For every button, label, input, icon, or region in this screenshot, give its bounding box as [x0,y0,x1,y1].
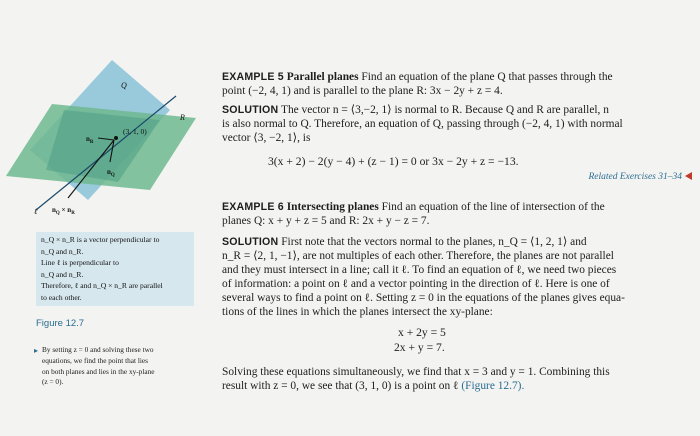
figure-reference-link[interactable]: (Figure 12.7). [461,380,525,392]
example6-solution-line6: tions of the lines in which the planes intersect the xy-plane: [222,306,493,318]
triangle-marker-icon [685,172,692,180]
example5-line2: point (−2, 4, 1) and is parallel to the plane R: 3x − 2y + z = 4. [222,85,503,97]
example5-text: Find an equation of the plane Q that passes through the [361,71,613,83]
solution-label: SOLUTION [222,236,279,248]
example6-heading: EXAMPLE 6 [222,201,284,213]
result-text: result with z = 0, we see that (3, 1, 0) is a point on ℓ [222,380,459,392]
figure-caption [36,232,194,306]
example6-solution-line4: of information: a point on ℓ and a vector pointing in the direction of ℓ. Here is one of [222,278,610,290]
side-note-line: equations, we find the point that lies [42,355,148,365]
label-r: R [180,113,185,122]
example6-title: Intersecting planes [286,201,379,213]
example6-text: Find an equation of the line of intersection of the [381,201,605,213]
caption-line: to each other. [41,292,82,302]
related-exercises [588,170,692,184]
example5-solution-line1 [222,103,609,117]
bullet-arrow-icon: ▸ [34,346,39,355]
example5-line1 [222,70,613,84]
label-nr: $n_R$ [86,135,94,145]
planes-illustration [0,0,205,232]
caption-line: n_Q and n_R. [41,246,84,256]
caption-line: n_Q and n_R. [41,269,84,279]
example6-line1 [222,200,605,214]
solution-text: First note that the vectors normal to the planes, n_Q = ⟨1, 2, 1⟩ and [281,236,587,248]
example6-solution-line5: several ways to find a point on ℓ. Setting z = 0 in the equations of the planes gives equa- [222,292,625,304]
figure-label: Figure 12.7 [36,318,85,329]
example6-solution-line2: n_R = ⟨2, 1, −1⟩, are not multiples of each other. Therefore, the planes are not parallel [222,250,614,262]
figure-12-7 [0,0,205,436]
label-cross-product: $n_Q \times n_R$ [52,206,75,216]
example6-result-line1: Solving these equations simultaneously, we find that x = 3 and y = 1. Combining this [222,366,610,378]
example5-title: Parallel planes [286,71,359,83]
example6-line2: planes Q: x + y + z = 5 and R: 2x + y − z = 7. [222,215,430,227]
example5-solution-line3: vector ⟨3, −2, 1⟩, is [222,132,311,144]
system-equation-2: 2x + y = 7. [394,341,445,354]
related-exercises-text: Related Exercises 31–34 [588,172,682,182]
caption-line: n_Q × n_R is a vector perpendicular to [41,235,160,244]
point-3-1-0 [114,136,118,140]
example5-heading: EXAMPLE 5 [222,71,284,83]
solution-text: The vector n = ⟨3,−2, 1⟩ is normal to R. Because Q and R are parallel, n [281,104,609,116]
caption-line: Therefore, ℓ and n_Q × n_R are parallel [41,281,163,291]
example5-equation: 3(x + 2) − 2(y − 4) + (z − 1) = 0 or 3x − 2y + z = −13. [268,155,519,168]
example6-solution-line3: and they must intersect in a line; call it ℓ. To find an equation of ℓ, we need two pieces [222,264,617,276]
system-equation-1: x + 2y = 5 [398,326,446,339]
label-nq: $n_Q$ [107,168,115,178]
example6-result-line2 [222,379,524,393]
example6-solution-line1 [222,235,587,249]
solution-label: SOLUTION [222,104,279,116]
example5-solution-line2: is also normal to Q. Therefore, an equation of Q, passing through (−2, 4, 1) with normal [222,118,623,130]
side-note [34,345,202,388]
caption-line: Line ℓ is perpendicular to [41,258,119,268]
side-note-line: By setting z = 0 and solving these two [42,345,154,354]
label-point: (3, 1, 0) [123,127,147,136]
side-note-line: on both planes and lies in the xy-plane [42,366,155,376]
side-note-line: (z = 0). [42,377,64,387]
label-q: Q [121,81,127,90]
label-ell: ℓ [34,207,38,216]
